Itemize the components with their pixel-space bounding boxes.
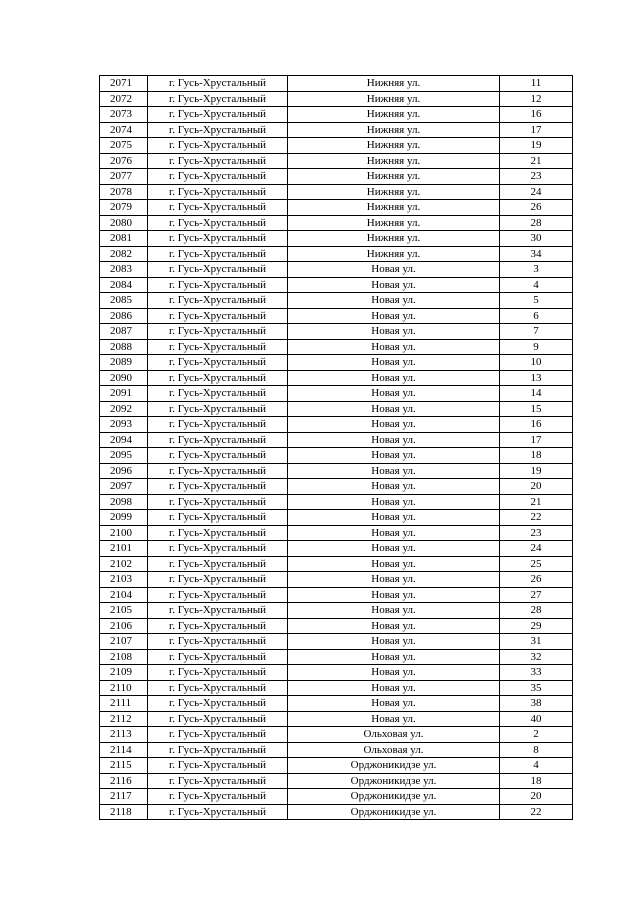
table-row <box>100 696 573 712</box>
street-cell: Новая ул. <box>288 386 500 402</box>
city-cell: г. Гусь-Хрустальный <box>148 231 288 247</box>
city-cell: г. Гусь-Хрустальный <box>148 339 288 355</box>
city-cell: г. Гусь-Хрустальный <box>148 680 288 696</box>
street-cell: Новая ул. <box>288 401 500 417</box>
city-cell: г. Гусь-Хрустальный <box>148 91 288 107</box>
city-cell: г. Гусь-Хрустальный <box>148 293 288 309</box>
table-row <box>100 153 573 169</box>
street-cell: Нижняя ул. <box>288 138 500 154</box>
city-cell: г. Гусь-Хрустальный <box>148 122 288 138</box>
row-number-cell: 2081 <box>100 231 148 247</box>
table-row <box>100 665 573 681</box>
street-cell: Нижняя ул. <box>288 231 500 247</box>
city-cell: г. Гусь-Хрустальный <box>148 587 288 603</box>
table-row <box>100 432 573 448</box>
row-number-cell: 2107 <box>100 634 148 650</box>
city-cell: г. Гусь-Хрустальный <box>148 510 288 526</box>
row-number-cell: 2116 <box>100 773 148 789</box>
house-number-cell: 24 <box>500 184 573 200</box>
street-cell: Новая ул. <box>288 525 500 541</box>
row-number-cell: 2108 <box>100 649 148 665</box>
table-row <box>100 603 573 619</box>
house-number-cell: 35 <box>500 680 573 696</box>
house-number-cell: 38 <box>500 696 573 712</box>
street-cell: Новая ул. <box>288 355 500 371</box>
row-number-cell: 2096 <box>100 463 148 479</box>
table-row <box>100 107 573 123</box>
row-number-cell: 2111 <box>100 696 148 712</box>
table-row <box>100 122 573 138</box>
house-number-cell: 21 <box>500 153 573 169</box>
row-number-cell: 2098 <box>100 494 148 510</box>
street-cell: Новая ул. <box>288 293 500 309</box>
row-number-cell: 2091 <box>100 386 148 402</box>
table-row <box>100 804 573 820</box>
city-cell: г. Гусь-Хрустальный <box>148 215 288 231</box>
house-number-cell: 6 <box>500 308 573 324</box>
table-row <box>100 324 573 340</box>
address-table <box>99 75 573 820</box>
house-number-cell: 20 <box>500 479 573 495</box>
city-cell: г. Гусь-Хрустальный <box>148 711 288 727</box>
city-cell: г. Гусь-Хрустальный <box>148 370 288 386</box>
row-number-cell: 2113 <box>100 727 148 743</box>
street-cell: Новая ул. <box>288 479 500 495</box>
city-cell: г. Гусь-Хрустальный <box>148 758 288 774</box>
row-number-cell: 2082 <box>100 246 148 262</box>
street-cell: Новая ул. <box>288 324 500 340</box>
city-cell: г. Гусь-Хрустальный <box>148 138 288 154</box>
street-cell: Новая ул. <box>288 556 500 572</box>
table-row <box>100 417 573 433</box>
house-number-cell: 31 <box>500 634 573 650</box>
house-number-cell: 21 <box>500 494 573 510</box>
table-row <box>100 789 573 805</box>
table-row <box>100 634 573 650</box>
city-cell: г. Гусь-Хрустальный <box>148 665 288 681</box>
table-row <box>100 742 573 758</box>
city-cell: г. Гусь-Хрустальный <box>148 618 288 634</box>
house-number-cell: 17 <box>500 432 573 448</box>
street-cell: Нижняя ул. <box>288 122 500 138</box>
house-number-cell: 20 <box>500 789 573 805</box>
street-cell: Новая ул. <box>288 711 500 727</box>
house-number-cell: 9 <box>500 339 573 355</box>
street-cell: Новая ул. <box>288 587 500 603</box>
city-cell: г. Гусь-Хрустальный <box>148 417 288 433</box>
row-number-cell: 2085 <box>100 293 148 309</box>
row-number-cell: 2086 <box>100 308 148 324</box>
street-cell: Нижняя ул. <box>288 91 500 107</box>
city-cell: г. Гусь-Хрустальный <box>148 401 288 417</box>
city-cell: г. Гусь-Хрустальный <box>148 804 288 820</box>
street-cell: Ольховая ул. <box>288 742 500 758</box>
street-cell: Новая ул. <box>288 541 500 557</box>
table-row <box>100 494 573 510</box>
table-row <box>100 525 573 541</box>
city-cell: г. Гусь-Хрустальный <box>148 184 288 200</box>
street-cell: Новая ул. <box>288 618 500 634</box>
house-number-cell: 16 <box>500 107 573 123</box>
table-row <box>100 386 573 402</box>
house-number-cell: 27 <box>500 587 573 603</box>
street-cell: Ольховая ул. <box>288 727 500 743</box>
house-number-cell: 23 <box>500 169 573 185</box>
table-row <box>100 169 573 185</box>
house-number-cell: 28 <box>500 215 573 231</box>
table-row <box>100 758 573 774</box>
street-cell: Новая ул. <box>288 572 500 588</box>
address-table-body <box>100 76 573 820</box>
row-number-cell: 2093 <box>100 417 148 433</box>
city-cell: г. Гусь-Хрустальный <box>148 541 288 557</box>
house-number-cell: 23 <box>500 525 573 541</box>
table-row <box>100 200 573 216</box>
street-cell: Новая ул. <box>288 308 500 324</box>
house-number-cell: 4 <box>500 277 573 293</box>
row-number-cell: 2083 <box>100 262 148 278</box>
table-row <box>100 138 573 154</box>
house-number-cell: 22 <box>500 510 573 526</box>
house-number-cell: 8 <box>500 742 573 758</box>
city-cell: г. Гусь-Хрустальный <box>148 742 288 758</box>
city-cell: г. Гусь-Хрустальный <box>148 153 288 169</box>
table-row <box>100 680 573 696</box>
row-number-cell: 2072 <box>100 91 148 107</box>
row-number-cell: 2077 <box>100 169 148 185</box>
table-row <box>100 727 573 743</box>
city-cell: г. Гусь-Хрустальный <box>148 246 288 262</box>
street-cell: Орджоникидзе ул. <box>288 804 500 820</box>
row-number-cell: 2075 <box>100 138 148 154</box>
street-cell: Новая ул. <box>288 494 500 510</box>
table-row <box>100 711 573 727</box>
row-number-cell: 2112 <box>100 711 148 727</box>
house-number-cell: 24 <box>500 541 573 557</box>
house-number-cell: 17 <box>500 122 573 138</box>
street-cell: Новая ул. <box>288 649 500 665</box>
table-row <box>100 246 573 262</box>
city-cell: г. Гусь-Хрустальный <box>148 773 288 789</box>
table-row <box>100 184 573 200</box>
table-row <box>100 773 573 789</box>
house-number-cell: 4 <box>500 758 573 774</box>
row-number-cell: 2102 <box>100 556 148 572</box>
city-cell: г. Гусь-Хрустальный <box>148 107 288 123</box>
house-number-cell: 19 <box>500 138 573 154</box>
city-cell: г. Гусь-Хрустальный <box>148 169 288 185</box>
city-cell: г. Гусь-Хрустальный <box>148 324 288 340</box>
row-number-cell: 2079 <box>100 200 148 216</box>
house-number-cell: 10 <box>500 355 573 371</box>
house-number-cell: 40 <box>500 711 573 727</box>
street-cell: Новая ул. <box>288 634 500 650</box>
city-cell: г. Гусь-Хрустальный <box>148 603 288 619</box>
row-number-cell: 2088 <box>100 339 148 355</box>
row-number-cell: 2101 <box>100 541 148 557</box>
house-number-cell: 34 <box>500 246 573 262</box>
row-number-cell: 2117 <box>100 789 148 805</box>
street-cell: Новая ул. <box>288 510 500 526</box>
row-number-cell: 2097 <box>100 479 148 495</box>
street-cell: Новая ул. <box>288 370 500 386</box>
table-row <box>100 215 573 231</box>
row-number-cell: 2087 <box>100 324 148 340</box>
row-number-cell: 2109 <box>100 665 148 681</box>
row-number-cell: 2076 <box>100 153 148 169</box>
city-cell: г. Гусь-Хрустальный <box>148 386 288 402</box>
city-cell: г. Гусь-Хрустальный <box>148 308 288 324</box>
house-number-cell: 28 <box>500 603 573 619</box>
house-number-cell: 16 <box>500 417 573 433</box>
city-cell: г. Гусь-Хрустальный <box>148 727 288 743</box>
street-cell: Орджоникидзе ул. <box>288 758 500 774</box>
table-row <box>100 293 573 309</box>
city-cell: г. Гусь-Хрустальный <box>148 649 288 665</box>
house-number-cell: 26 <box>500 200 573 216</box>
city-cell: г. Гусь-Хрустальный <box>148 200 288 216</box>
city-cell: г. Гусь-Хрустальный <box>148 277 288 293</box>
row-number-cell: 2094 <box>100 432 148 448</box>
table-row <box>100 277 573 293</box>
street-cell: Нижняя ул. <box>288 76 500 92</box>
house-number-cell: 3 <box>500 262 573 278</box>
row-number-cell: 2089 <box>100 355 148 371</box>
table-row <box>100 308 573 324</box>
city-cell: г. Гусь-Хрустальный <box>148 696 288 712</box>
row-number-cell: 2099 <box>100 510 148 526</box>
row-number-cell: 2110 <box>100 680 148 696</box>
house-number-cell: 26 <box>500 572 573 588</box>
row-number-cell: 2071 <box>100 76 148 92</box>
city-cell: г. Гусь-Хрустальный <box>148 525 288 541</box>
street-cell: Нижняя ул. <box>288 184 500 200</box>
row-number-cell: 2103 <box>100 572 148 588</box>
table-row <box>100 76 573 92</box>
table-row <box>100 556 573 572</box>
house-number-cell: 32 <box>500 649 573 665</box>
row-number-cell: 2114 <box>100 742 148 758</box>
row-number-cell: 2095 <box>100 448 148 464</box>
street-cell: Новая ул. <box>288 432 500 448</box>
table-row <box>100 231 573 247</box>
house-number-cell: 14 <box>500 386 573 402</box>
house-number-cell: 5 <box>500 293 573 309</box>
house-number-cell: 19 <box>500 463 573 479</box>
house-number-cell: 12 <box>500 91 573 107</box>
city-cell: г. Гусь-Хрустальный <box>148 572 288 588</box>
city-cell: г. Гусь-Хрустальный <box>148 448 288 464</box>
row-number-cell: 2105 <box>100 603 148 619</box>
row-number-cell: 2100 <box>100 525 148 541</box>
street-cell: Новая ул. <box>288 448 500 464</box>
street-cell: Нижняя ул. <box>288 200 500 216</box>
house-number-cell: 33 <box>500 665 573 681</box>
row-number-cell: 2074 <box>100 122 148 138</box>
city-cell: г. Гусь-Хрустальный <box>148 463 288 479</box>
street-cell: Нижняя ул. <box>288 169 500 185</box>
table-row <box>100 479 573 495</box>
house-number-cell: 18 <box>500 773 573 789</box>
table-row <box>100 572 573 588</box>
street-cell: Новая ул. <box>288 463 500 479</box>
street-cell: Новая ул. <box>288 696 500 712</box>
street-cell: Нижняя ул. <box>288 153 500 169</box>
street-cell: Новая ул. <box>288 665 500 681</box>
table-row <box>100 355 573 371</box>
table-row <box>100 339 573 355</box>
city-cell: г. Гусь-Хрустальный <box>148 789 288 805</box>
house-number-cell: 11 <box>500 76 573 92</box>
city-cell: г. Гусь-Хрустальный <box>148 262 288 278</box>
street-cell: Новая ул. <box>288 603 500 619</box>
house-number-cell: 22 <box>500 804 573 820</box>
house-number-cell: 30 <box>500 231 573 247</box>
table-row <box>100 463 573 479</box>
city-cell: г. Гусь-Хрустальный <box>148 494 288 510</box>
row-number-cell: 2118 <box>100 804 148 820</box>
table-row <box>100 649 573 665</box>
house-number-cell: 13 <box>500 370 573 386</box>
street-cell: Орджоникидзе ул. <box>288 773 500 789</box>
row-number-cell: 2078 <box>100 184 148 200</box>
table-row <box>100 262 573 278</box>
row-number-cell: 2106 <box>100 618 148 634</box>
house-number-cell: 29 <box>500 618 573 634</box>
table-row <box>100 587 573 603</box>
city-cell: г. Гусь-Хрустальный <box>148 355 288 371</box>
row-number-cell: 2090 <box>100 370 148 386</box>
street-cell: Новая ул. <box>288 339 500 355</box>
street-cell: Новая ул. <box>288 680 500 696</box>
house-number-cell: 18 <box>500 448 573 464</box>
row-number-cell: 2104 <box>100 587 148 603</box>
row-number-cell: 2073 <box>100 107 148 123</box>
house-number-cell: 15 <box>500 401 573 417</box>
table-row <box>100 370 573 386</box>
table-row <box>100 401 573 417</box>
street-cell: Новая ул. <box>288 417 500 433</box>
house-number-cell: 2 <box>500 727 573 743</box>
city-cell: г. Гусь-Хрустальный <box>148 76 288 92</box>
city-cell: г. Гусь-Хрустальный <box>148 432 288 448</box>
street-cell: Орджоникидзе ул. <box>288 789 500 805</box>
street-cell: Нижняя ул. <box>288 246 500 262</box>
table-row <box>100 448 573 464</box>
row-number-cell: 2092 <box>100 401 148 417</box>
table-row <box>100 618 573 634</box>
street-cell: Новая ул. <box>288 262 500 278</box>
house-number-cell: 7 <box>500 324 573 340</box>
street-cell: Нижняя ул. <box>288 107 500 123</box>
street-cell: Новая ул. <box>288 277 500 293</box>
city-cell: г. Гусь-Хрустальный <box>148 556 288 572</box>
row-number-cell: 2115 <box>100 758 148 774</box>
table-row <box>100 541 573 557</box>
table-row <box>100 510 573 526</box>
city-cell: г. Гусь-Хрустальный <box>148 479 288 495</box>
table-row <box>100 91 573 107</box>
house-number-cell: 25 <box>500 556 573 572</box>
row-number-cell: 2080 <box>100 215 148 231</box>
city-cell: г. Гусь-Хрустальный <box>148 634 288 650</box>
row-number-cell: 2084 <box>100 277 148 293</box>
street-cell: Нижняя ул. <box>288 215 500 231</box>
